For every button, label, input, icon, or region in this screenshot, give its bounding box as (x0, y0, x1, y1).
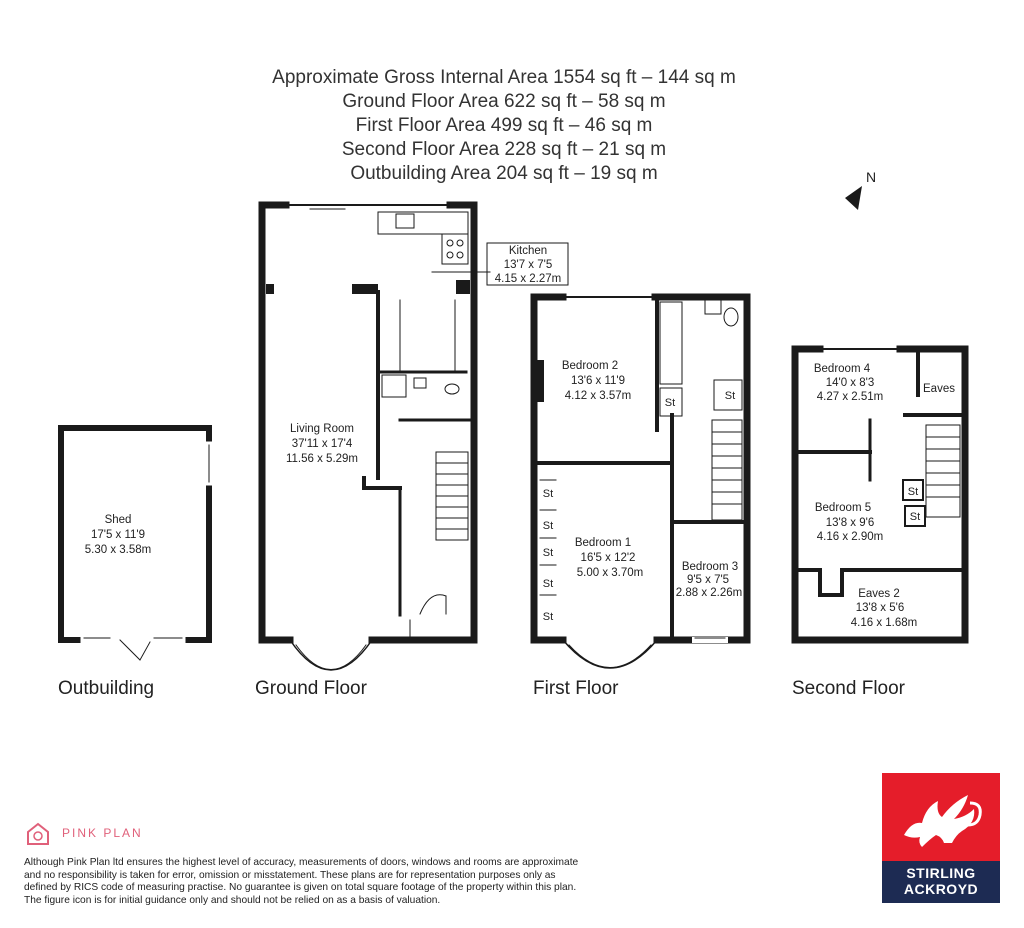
room-eaves-name: Eaves (923, 383, 955, 395)
room-bedroom1-name: Bedroom 1 (574, 537, 632, 549)
room-eaves2-imperial: 13'8 x 5'6 (855, 602, 905, 614)
pink-plan-logo-icon (24, 820, 52, 848)
room-bedroom2-name: Bedroom 2 (561, 360, 619, 372)
storage-label: St (542, 611, 554, 623)
pink-plan-label: PINK PLAN (62, 826, 143, 840)
brand-griffin-panel (882, 773, 1000, 861)
ground-area-text: Ground Floor Area 622 sq ft – 58 sq m (342, 91, 666, 112)
room-bedroom4-imperial: 14'0 x 8'3 (825, 377, 875, 389)
storage-label: St (542, 578, 554, 590)
room-bedroom5-metric: 4.16 x 2.90m (816, 531, 884, 543)
room-kitchen-name: Kitchen (508, 245, 548, 257)
stirling-ackroyd-logo (882, 773, 1000, 903)
room-shed-name: Shed (104, 514, 132, 526)
floor-label-second: Second Floor (792, 678, 906, 699)
room-bedroom3-imperial: 9'5 x 7'5 (686, 574, 730, 586)
storage-label: St (907, 486, 919, 498)
gross-area-text: Approximate Gross Internal Area 1554 sq ft – 144 sq m (272, 67, 736, 88)
room-eaves2-metric: 4.16 x 1.68m (850, 617, 918, 629)
room-living-imperial: 37'11 x 17'4 (291, 438, 353, 450)
room-living-metric: 11.56 x 5.29m (285, 453, 359, 465)
compass-icon (845, 169, 876, 210)
room-bedroom4-metric: 4.27 x 2.51m (816, 391, 884, 403)
first-floor-plan (534, 297, 747, 668)
outbuilding-area-text: Outbuilding Area 204 sq ft – 19 sq m (350, 163, 658, 184)
room-eaves2-name: Eaves 2 (858, 588, 900, 600)
disclaimer-text: Although Pink Plan ltd ensures the highest level of accuracy, measurements of doors, windows and rooms are approximate and no responsibility is taken for error, omission or misstatement. These plans are for representation purposes only as defined by RICS code of measuring practise. No guarantee is given on total square footage of the property within this plan. The figure icon is for initial guidance only and should not be relied on as a basis of valuation. (24, 857, 579, 906)
storage-label: St (542, 488, 554, 500)
floor-label-outbuilding: Outbuilding (58, 678, 155, 699)
brand-line1: STIRLING (906, 865, 976, 881)
storage-label: St (542, 547, 554, 559)
room-bedroom1-imperial: 16'5 x 12'2 (580, 552, 636, 564)
room-bedroom3-name: Bedroom 3 (681, 561, 739, 573)
room-bedroom5-imperial: 13'8 x 9'6 (825, 517, 875, 529)
second-area-text: Second Floor Area 228 sq ft – 21 sq m (341, 139, 667, 160)
storage-label: St (664, 397, 676, 409)
floor-label-first: First Floor (533, 678, 619, 699)
room-bedroom3-metric: 2.88 x 2.26m (675, 587, 743, 599)
room-kitchen-imperial: 13'7 x 7'5 (503, 259, 553, 271)
room-kitchen-metric: 4.15 x 2.27m (494, 273, 562, 285)
griffin-icon (882, 773, 1000, 861)
storage-label: St (909, 511, 921, 523)
room-shed-metric: 5.30 x 3.58m (84, 544, 152, 556)
room-shed-imperial: 17'5 x 11'9 (90, 529, 146, 541)
room-bedroom5-name: Bedroom 5 (814, 502, 872, 514)
room-bedroom4-name: Bedroom 4 (813, 363, 871, 375)
storage-label: St (724, 390, 736, 402)
room-bedroom2-imperial: 13'6 x 11'9 (570, 375, 626, 387)
brand-name-panel (882, 861, 1000, 903)
room-bedroom1-metric: 5.00 x 3.70m (576, 567, 644, 579)
room-bedroom2-metric: 4.12 x 3.57m (564, 390, 632, 402)
floor-label-ground: Ground Floor (255, 678, 367, 699)
room-living-name: Living Room (290, 423, 354, 435)
compass-label: N (866, 169, 877, 185)
brand-line2: ACKROYD (903, 881, 979, 897)
first-area-text: First Floor Area 499 sq ft – 46 sq m (355, 115, 653, 136)
storage-label: St (542, 520, 554, 532)
